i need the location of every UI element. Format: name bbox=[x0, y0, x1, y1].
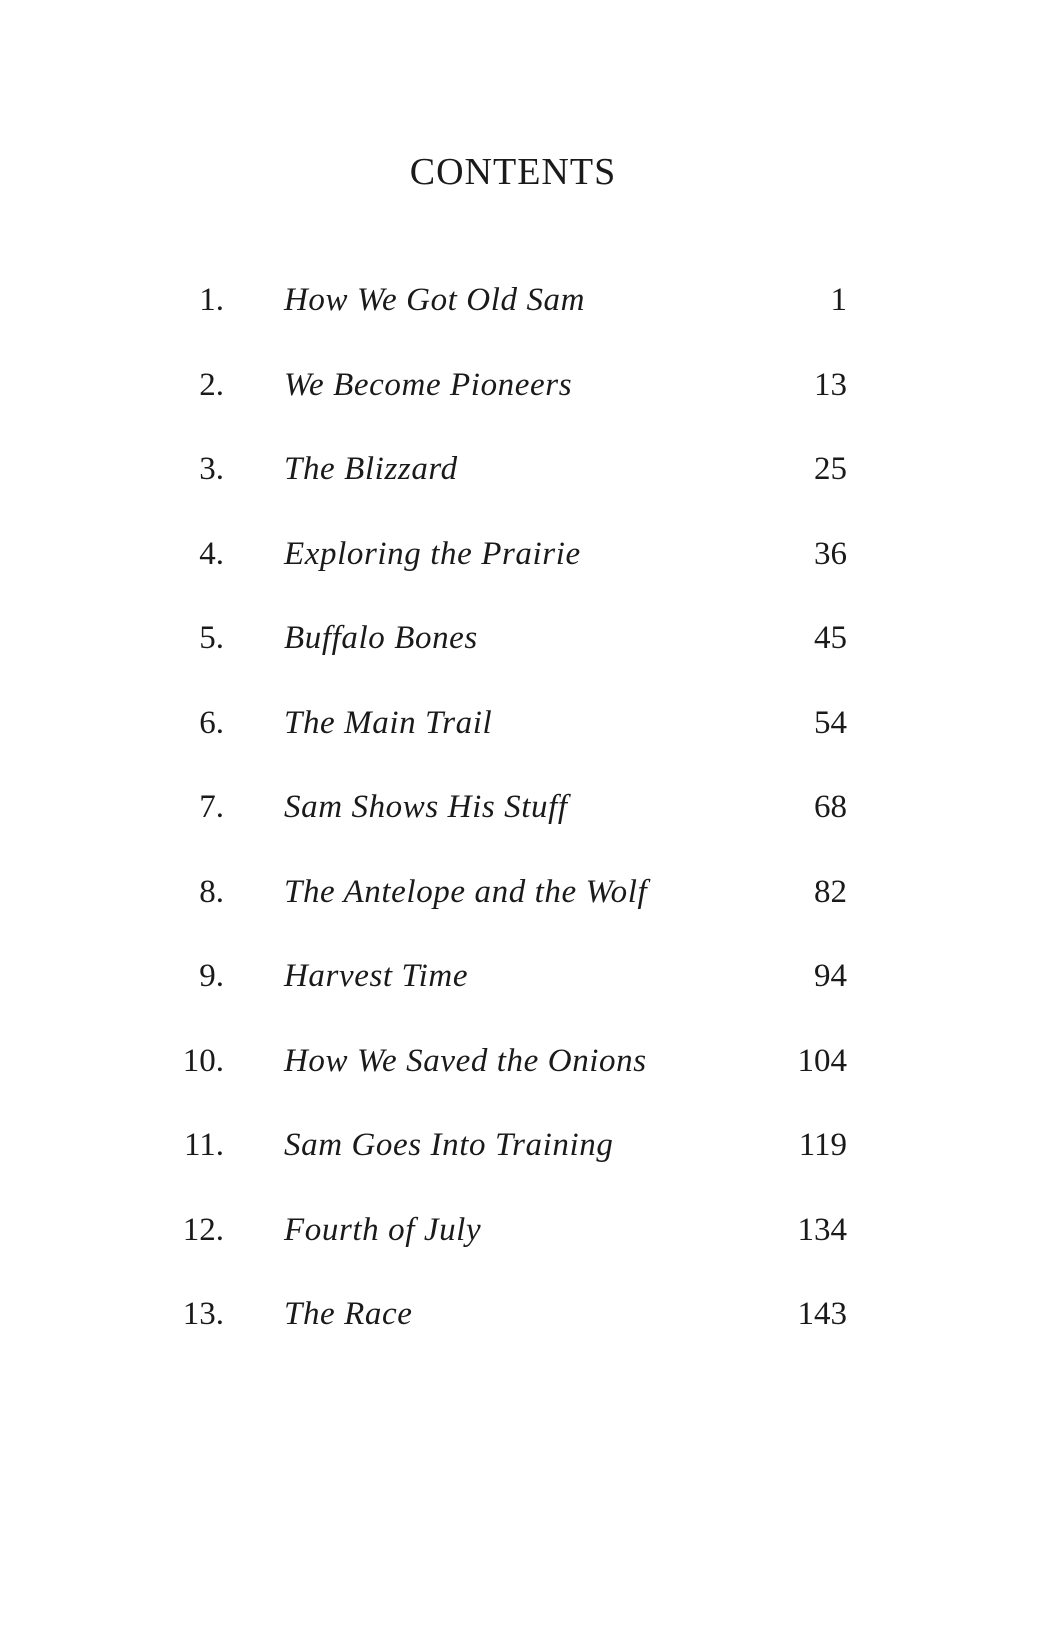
chapter-title: How We Got Old Sam bbox=[284, 282, 586, 318]
page-number: 13 bbox=[814, 366, 847, 403]
page-number: 54 bbox=[814, 704, 847, 741]
page-number: 134 bbox=[797, 1211, 847, 1248]
chapter-title: The Race bbox=[284, 1296, 413, 1332]
chapter-number: 9. bbox=[199, 958, 224, 994]
toc-list bbox=[0, 272, 1050, 1371]
page-number: 143 bbox=[797, 1296, 847, 1332]
chapter-title: The Antelope and the Wolf bbox=[284, 873, 648, 910]
chapter-number: 8. bbox=[199, 873, 224, 910]
chapter-title: Buffalo Bones bbox=[284, 620, 478, 656]
page-number: 25 bbox=[814, 451, 847, 487]
toc-entry bbox=[0, 610, 1050, 695]
chapter-title: We Become Pioneers bbox=[284, 366, 573, 403]
page-number: 45 bbox=[814, 620, 847, 656]
chapter-number: 10. bbox=[182, 1042, 224, 1079]
chapter-title: Exploring the Prairie bbox=[284, 535, 581, 572]
toc-entry bbox=[0, 1202, 1050, 1287]
chapter-number: 2. bbox=[199, 366, 224, 403]
toc-entry bbox=[0, 526, 1050, 611]
chapter-title: Sam Shows His Stuff bbox=[284, 789, 568, 825]
chapter-title: How We Saved the Onions bbox=[284, 1042, 647, 1079]
chapter-number: 7. bbox=[199, 789, 224, 825]
chapter-number: 13. bbox=[182, 1296, 224, 1332]
page-number: 82 bbox=[814, 873, 847, 910]
chapter-title: Sam Goes Into Training bbox=[284, 1127, 614, 1163]
chapter-title: Harvest Time bbox=[284, 958, 469, 994]
toc-entry bbox=[0, 357, 1050, 442]
page-number: 104 bbox=[797, 1042, 847, 1079]
page-number: 36 bbox=[814, 535, 847, 572]
chapter-number: 6. bbox=[199, 704, 224, 741]
toc-entry bbox=[0, 779, 1050, 864]
chapter-number: 5. bbox=[199, 620, 224, 656]
chapter-title: The Main Trail bbox=[284, 704, 493, 741]
toc-entry bbox=[0, 948, 1050, 1033]
toc-entry bbox=[0, 272, 1050, 357]
page-number: 94 bbox=[814, 958, 847, 994]
chapter-number: 4. bbox=[199, 535, 224, 572]
page-number: 68 bbox=[814, 789, 847, 825]
chapter-title: Fourth of July bbox=[284, 1211, 482, 1248]
toc-entry bbox=[0, 864, 1050, 949]
chapter-number: 1. bbox=[199, 282, 224, 318]
page-number: 119 bbox=[798, 1127, 847, 1163]
chapter-number: 11. bbox=[183, 1127, 224, 1163]
toc-entry bbox=[0, 1286, 1050, 1371]
toc-entry bbox=[0, 695, 1050, 780]
chapter-number: 3. bbox=[199, 451, 224, 487]
toc-entry bbox=[0, 1033, 1050, 1118]
toc-entry bbox=[0, 1117, 1050, 1202]
chapter-title: The Blizzard bbox=[284, 451, 458, 487]
toc-entry bbox=[0, 441, 1050, 526]
page-number: 1 bbox=[830, 282, 847, 318]
page-title: CONTENTS bbox=[409, 151, 617, 193]
chapter-number: 12. bbox=[182, 1211, 224, 1248]
